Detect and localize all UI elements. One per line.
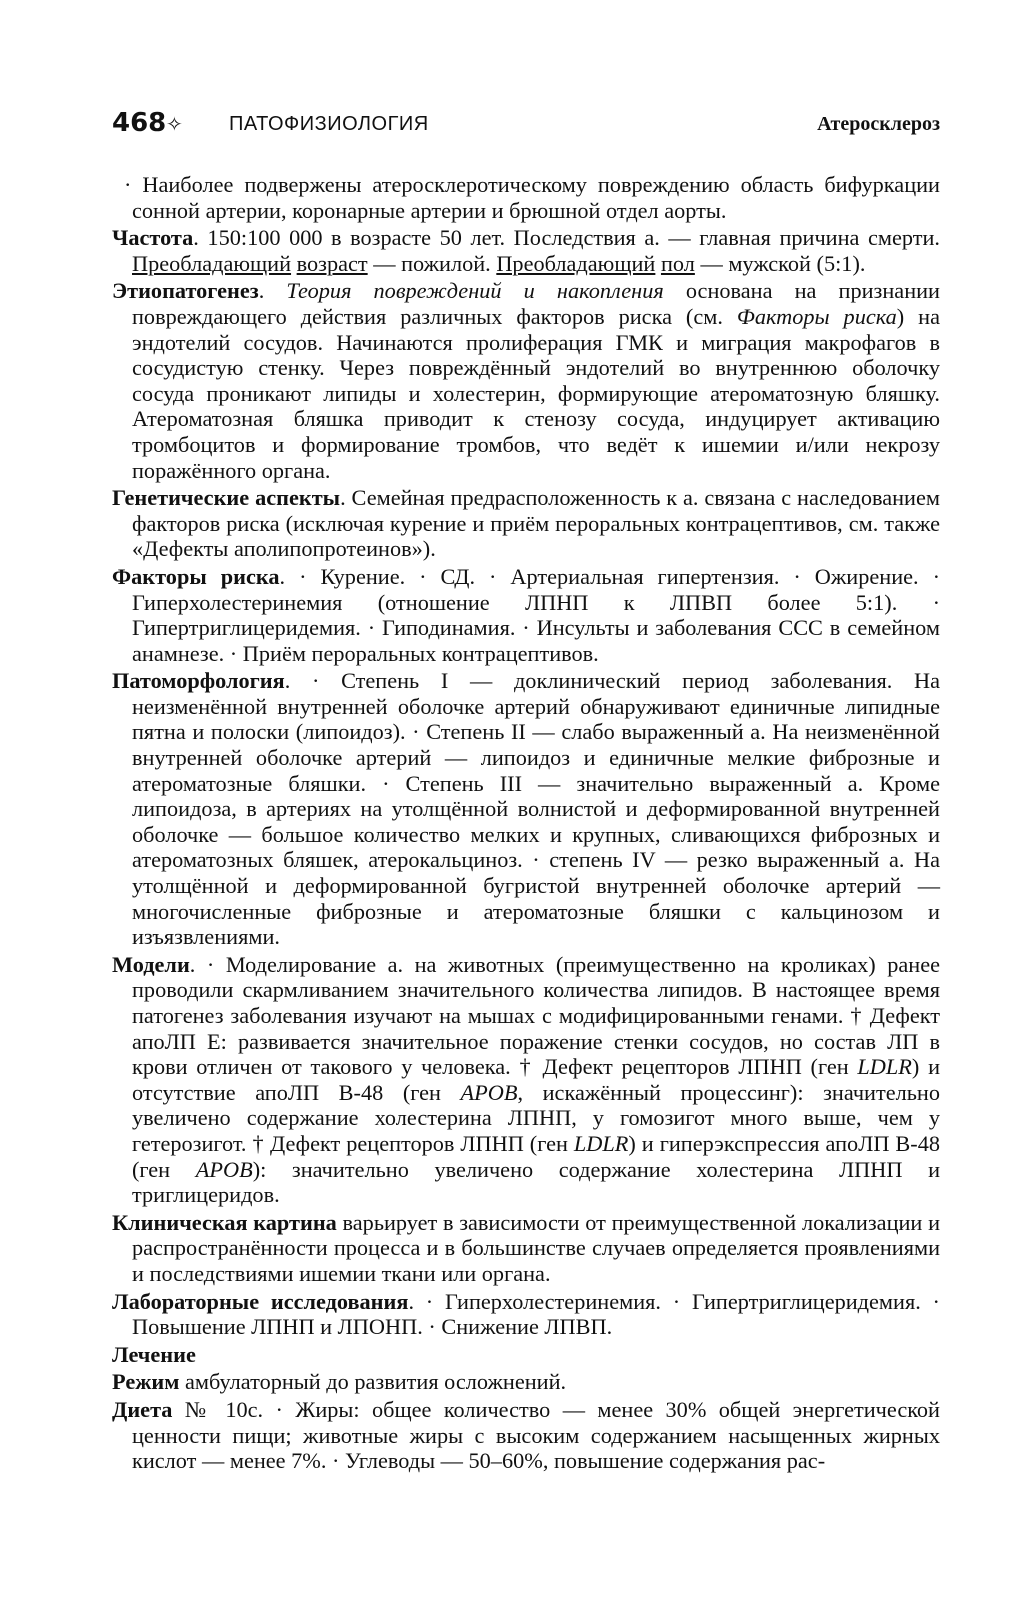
text: . 150:100 000 в возрасте 50 лет. Последствия а. — главная причина смерти. (193, 225, 940, 251)
underlined-text: Преобладающий (132, 250, 292, 276)
term-pathomorphology: Патоморфология (112, 668, 285, 694)
italic-text: Факторы риска (736, 303, 897, 329)
underlined-text: Преобладающий (496, 250, 656, 276)
diamond-icon: ✧ (166, 112, 183, 136)
text: ) на эндотелий сосудов. Начинаются пролиферация ГМК и миграция макрофагов в сосудистую стенку. Через повреждённый эндотелий во внутреннюю оболочку сосуда проникают липиды и холестерин, формирующие атероматозную бляшку. Атероматозная бляшка приводит к стенозу сосуда, индуцирует активацию тромбоцитов и формирование тромбов, что ведёт к ишемии и/или некрозу поражённого органа. (132, 303, 940, 483)
paragraph-risk-factors (112, 564, 940, 666)
text: . Семейная предрасположенность к а. связана с наследованием факторов риска (исключая курение и приём пероральных контрацептивов, см. также «Дефекты аполипопротеинов»). (132, 485, 940, 562)
term-treatment: Лечение (112, 1341, 196, 1367)
term-genetics: Генетические аспекты (112, 485, 341, 511)
italic-text: APOB (460, 1079, 518, 1105)
text: . · Моделирование а. на животных (преимущественно на кроликах) ранее проводили скармливанием значительного количества липидов. В настоящее время патогенез заболевания изучают на мышах с модифицированными генами. † Дефект апоЛП Е: развивается значительное поражение стенки сосудов, но состав ЛП в крови отличен от такового у человека. † Дефект рецепторов ЛПНП (ген (132, 951, 940, 1080)
paragraph-lab-tests (112, 1289, 940, 1340)
term-clinical-picture: Клиническая картина (112, 1209, 337, 1235)
paragraph-diet (112, 1397, 940, 1474)
term-etiopathogenesis: Этиопатогенез (112, 278, 259, 304)
term-regimen: Режим (112, 1369, 180, 1395)
book-title: ПАТОФИЗИОЛОГИЯ (229, 113, 429, 135)
text: № 10с. · Жиры: общее количество — менее 30% общей энергетической ценности пищи; животные жиры с высоким содержанием насыщенных жирных кислот — менее 7%. · Углеводы — 50–60%, повышение содержания рас- (132, 1396, 940, 1474)
heading-treatment (112, 1342, 940, 1368)
paragraph-genetics (112, 485, 940, 562)
section-title: Атеросклероз (817, 113, 940, 135)
text: — пожилой. (367, 250, 497, 276)
text: амбулаторный до развития осложнений. (179, 1369, 567, 1395)
paragraph-etiopathogenesis (112, 278, 940, 483)
page-number: 468 (112, 108, 167, 138)
paragraph-regimen (112, 1369, 940, 1395)
text: основана на признании повреждающего действия различных факторов риска (см. (132, 278, 940, 329)
italic-text: LDLR (573, 1130, 629, 1156)
text: ): значительно увеличено содержание холестерина ЛПНП и триглицеридов. (132, 1156, 941, 1208)
paragraph-pathomorphology (112, 668, 940, 950)
term-lab-tests: Лабораторные исследования (112, 1288, 409, 1314)
italic-text: Теория повреждений и накопления (286, 278, 664, 304)
underlined-text: пол (660, 250, 695, 276)
paragraph-clinical-picture (112, 1210, 940, 1287)
text: , искажённый процессинг): значительно увеличено содержание холестерина ЛПНП, у гомозигот много выше, чем у гетерозигот. † Дефект рецепторов ЛПНП (ген (132, 1079, 940, 1156)
text: варьирует в зависимости от преимущественной локализации и распространённости процесса и в большинстве случаев определяется проявлениями и последствиями ишемии ткани или органа. (132, 1209, 940, 1286)
paragraph-bifurcation: · Наиболее подвержены атеросклеротическому повреждению область бифуркации сонной артерии, коронарные артерии и брюшной отдел аорты. (124, 172, 940, 223)
paragraph-frequency (112, 225, 940, 276)
text: . · Курение. · СД. · Артериальная гипертензия. · Ожирение. · Гиперхолестеринемия (отношение ЛПНП к ЛПВП более 5:1). · Гипертриглицеридемия. · Гиподинамия. · Инсульты и заболевания ССС в семейном анамнезе. · Приём пероральных контрацептивов. (132, 563, 940, 666)
term-frequency: Частота (112, 225, 194, 251)
text: — мужской (5:1). (694, 250, 866, 276)
term-diet: Диета (112, 1396, 173, 1422)
term-risk-factors: Факторы риска (112, 563, 280, 589)
term-models: Модели (112, 951, 190, 977)
text: . · Степень I — доклинический период заболевания. На неизменённой внутренней оболочке артерий обнаруживают единичные липидные пятна и полоски (липоидоз). · Степень II — слабо выраженный а. На неизменённой внутренней оболочке артерий — липоидоз и единичные мелкие фиброзные и атероматозные бляшки. · Степень III — значительно выраженный а. Кроме липоидоза, в артериях на утолщённой волнистой и деформированной внутренней оболочке — большое количество мелких и крупных, сливающихся фиброзных и атероматозных бляшек, атерокальциноз. · степень IV — резко выраженный а. На утолщённой и деформированной бугристой внутренней оболочке артерий — многочисленные фиброзные и атероматозные бляшки с кальцинозом и изъязвлениями. (132, 668, 940, 950)
italic-text: APOB (195, 1156, 253, 1182)
underlined-text: возраст (296, 250, 368, 276)
text: ) и гиперэкспрессия апоЛП В-48 (ген (132, 1130, 940, 1182)
text: . (258, 278, 287, 304)
text: . · Гиперхолестеринемия. · Гипертриглицеридемия. · Повышение ЛПНП и ЛПОНП. · Снижение ЛПВП. (132, 1288, 940, 1340)
text: ) и отсутствие апоЛП В-48 (ген (132, 1054, 940, 1105)
italic-text: LDLR (857, 1054, 912, 1080)
page-body (112, 172, 940, 1476)
page-header (112, 108, 940, 148)
paragraph-models (112, 952, 940, 1208)
